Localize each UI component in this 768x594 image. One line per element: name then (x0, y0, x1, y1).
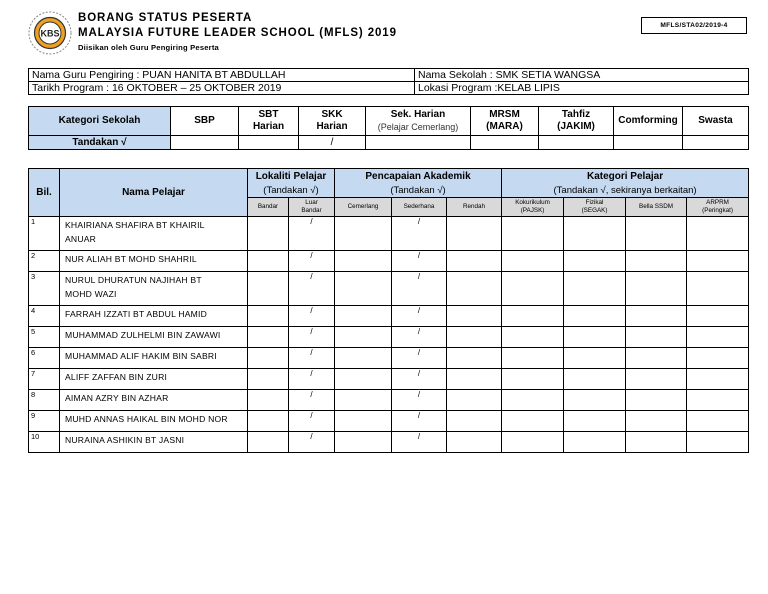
cell-rendah (447, 347, 502, 368)
lokaliti-header: Lokaliti Pelajar (248, 169, 335, 184)
cell-sederhana: / (392, 431, 447, 452)
cell-bandar (248, 216, 289, 250)
teacher-name-field: Nama Guru Pengiring : PUAN HANITA BT ABDULLAH (29, 69, 415, 82)
cell-rendah (447, 305, 502, 326)
cell-sederhana: / (392, 347, 447, 368)
cell-bandar (248, 368, 289, 389)
cell-fizikal (564, 305, 626, 326)
school-name-field: Nama Sekolah : SMK SETIA WANGSA (415, 69, 749, 82)
cell-bella (626, 410, 687, 431)
row-number: 6 (29, 347, 60, 368)
cat-mrsm: MRSM (MARA) (471, 107, 539, 136)
tick-sek-harian (366, 136, 471, 150)
cell-cemerlang (335, 368, 392, 389)
program-info-table (28, 68, 749, 95)
tick-sbt (239, 136, 299, 150)
cell-koko (502, 410, 564, 431)
cell-bella (626, 347, 687, 368)
student-name: KHAIRIANA SHAFIRA BT KHAIRIL ANUAR (60, 216, 248, 250)
cell-bella (626, 305, 687, 326)
cell-luar: / (289, 250, 335, 271)
cell-bella (626, 389, 687, 410)
cat-sbp: SBP (171, 107, 239, 136)
form-subtitle: Diisikan oleh Guru Pengiring Peserta (78, 43, 219, 52)
cell-arprm (687, 410, 749, 431)
tick-mrsm (471, 136, 539, 150)
program-title: MALAYSIA FUTURE LEADER SCHOOL (MFLS) 2019 (78, 27, 397, 39)
cell-sederhana: / (392, 305, 447, 326)
cell-bandar (248, 389, 289, 410)
cell-bandar (248, 431, 289, 452)
cell-bella (626, 368, 687, 389)
table-row (29, 389, 749, 410)
col-nama-header: Nama Pelajar (60, 169, 248, 217)
cell-fizikal (564, 368, 626, 389)
cell-koko (502, 368, 564, 389)
cat-sbt: SBT Harian (239, 107, 299, 136)
cell-luar: / (289, 326, 335, 347)
student-name: FARRAH IZZATI BT ABDUL HAMID (60, 305, 248, 326)
row-number: 10 (29, 431, 60, 452)
cell-rendah (447, 250, 502, 271)
cell-luar: / (289, 431, 335, 452)
cell-fizikal (564, 347, 626, 368)
student-name: NUR ALIAH BT MOHD SHAHRIL (60, 250, 248, 271)
cell-bella (626, 431, 687, 452)
table-row (29, 368, 749, 389)
cell-bella (626, 250, 687, 271)
student-name: MUHD ANNAS HAIKAL BIN MOHD NOR (60, 410, 248, 431)
program-location-field: Lokasi Program :KELAB LIPIS (415, 82, 749, 95)
tick-tahfiz (539, 136, 614, 150)
cell-sederhana: / (392, 410, 447, 431)
tick-skk: / (299, 136, 366, 150)
cat-tahfiz: Tahfiz (JAKIM) (539, 107, 614, 136)
student-name: AIMAN AZRY BIN AZHAR (60, 389, 248, 410)
cat-conforming: Comforming (614, 107, 683, 136)
cell-rendah (447, 216, 502, 250)
cell-koko (502, 305, 564, 326)
cell-fizikal (564, 326, 626, 347)
student-name: MUHAMMAD ZULHELMI BIN ZAWAWI (60, 326, 248, 347)
student-name: MUHAMMAD ALIF HAKIM BIN SABRI (60, 347, 248, 368)
cell-bandar (248, 410, 289, 431)
cell-fizikal (564, 410, 626, 431)
cell-arprm (687, 216, 749, 250)
student-name: NURUL DHURATUN NAJIHAH BT MOHD WAZI (60, 271, 248, 305)
col-bandar: Bandar (248, 197, 289, 216)
cell-cemerlang (335, 216, 392, 250)
cell-arprm (687, 431, 749, 452)
cell-sederhana: / (392, 368, 447, 389)
kbs-logo (28, 11, 72, 55)
cell-bandar (248, 271, 289, 305)
school-category-label: Kategori Sekolah (29, 107, 171, 136)
cell-sederhana: / (392, 250, 447, 271)
cell-koko (502, 326, 564, 347)
tick-sbp (171, 136, 239, 150)
cell-arprm (687, 368, 749, 389)
row-number: 2 (29, 250, 60, 271)
col-arprm: ARPRM (Peringkat) (687, 197, 749, 216)
tick-conforming (614, 136, 683, 150)
tick-row-label: Tandakan √ (29, 136, 171, 150)
cell-arprm (687, 250, 749, 271)
pencapaian-subheader: (Tandakan √) (335, 184, 502, 198)
col-fizikal: Fizikal (SEGAK) (564, 197, 626, 216)
kategori-subheader: (Tandakan √, sekiranya berkaitan) (502, 184, 749, 198)
cell-arprm (687, 347, 749, 368)
cell-fizikal (564, 216, 626, 250)
cell-luar: / (289, 216, 335, 250)
tick-swasta (683, 136, 749, 150)
col-rendah: Rendah (447, 197, 502, 216)
cell-arprm (687, 389, 749, 410)
cell-luar: / (289, 271, 335, 305)
cell-sederhana: / (392, 326, 447, 347)
cell-arprm (687, 326, 749, 347)
cell-sederhana: / (392, 216, 447, 250)
cell-cemerlang (335, 347, 392, 368)
cell-koko (502, 347, 564, 368)
school-category-table (28, 106, 749, 150)
cell-luar: / (289, 347, 335, 368)
cell-fizikal (564, 389, 626, 410)
cell-cemerlang (335, 431, 392, 452)
cell-koko (502, 271, 564, 305)
form-title: BORANG STATUS PESERTA (78, 12, 253, 24)
cell-cemerlang (335, 250, 392, 271)
svg-text:KBS: KBS (40, 28, 60, 39)
cell-luar: / (289, 305, 335, 326)
cell-cemerlang (335, 389, 392, 410)
cell-koko (502, 250, 564, 271)
col-kokurikulum: Kokurikulum (PAJSK) (502, 197, 564, 216)
cell-bella (626, 326, 687, 347)
cat-sek-harian: Sek. Harian (Pelajar Cemerlang) (366, 107, 471, 136)
cell-bella (626, 216, 687, 250)
row-number: 1 (29, 216, 60, 250)
col-luar-bandar: Luar Bandar (289, 197, 335, 216)
cell-fizikal (564, 271, 626, 305)
pencapaian-header: Pencapaian Akademik (335, 169, 502, 184)
cell-luar: / (289, 368, 335, 389)
cell-bandar (248, 326, 289, 347)
cell-rendah (447, 389, 502, 410)
table-row (29, 347, 749, 368)
table-row (29, 216, 749, 250)
cell-luar: / (289, 389, 335, 410)
col-sederhana: Sederhana (392, 197, 447, 216)
cell-sederhana: / (392, 389, 447, 410)
student-name: NURAINA ASHIKIN BT JASNI (60, 431, 248, 452)
lokaliti-subheader: (Tandakan √) (248, 184, 335, 198)
table-row (29, 250, 749, 271)
table-row (29, 410, 749, 431)
row-number: 8 (29, 389, 60, 410)
cell-fizikal (564, 250, 626, 271)
cat-swasta: Swasta (683, 107, 749, 136)
cell-rendah (447, 410, 502, 431)
student-table (28, 168, 749, 453)
kategori-pelajar-header: Kategori Pelajar (502, 169, 749, 184)
cell-rendah (447, 368, 502, 389)
col-bil-header: Bil. (29, 169, 60, 217)
cell-bella (626, 271, 687, 305)
cell-cemerlang (335, 410, 392, 431)
row-number: 7 (29, 368, 60, 389)
cell-cemerlang (335, 271, 392, 305)
student-name: ALIFF ZAFFAN BIN ZURI (60, 368, 248, 389)
cell-koko (502, 389, 564, 410)
cat-skk: SKK Harian (299, 107, 366, 136)
document-reference: MFLS/STA02/2019-4 (641, 17, 747, 34)
row-number: 9 (29, 410, 60, 431)
cell-rendah (447, 326, 502, 347)
cell-arprm (687, 271, 749, 305)
cell-bandar (248, 347, 289, 368)
cell-bandar (248, 305, 289, 326)
col-cemerlang: Cemerlang (335, 197, 392, 216)
cell-rendah (447, 271, 502, 305)
col-bella-ssdm: Bella SSDM (626, 197, 687, 216)
cell-rendah (447, 431, 502, 452)
table-row (29, 431, 749, 452)
table-row (29, 305, 749, 326)
cell-koko (502, 431, 564, 452)
cell-bandar (248, 250, 289, 271)
cell-fizikal (564, 431, 626, 452)
cell-arprm (687, 305, 749, 326)
row-number: 5 (29, 326, 60, 347)
cell-koko (502, 216, 564, 250)
table-row (29, 326, 749, 347)
table-row (29, 271, 749, 305)
cell-sederhana: / (392, 271, 447, 305)
cell-luar: / (289, 410, 335, 431)
row-number: 4 (29, 305, 60, 326)
cell-cemerlang (335, 326, 392, 347)
cell-cemerlang (335, 305, 392, 326)
row-number: 3 (29, 271, 60, 305)
program-date-field: Tarikh Program : 16 OKTOBER – 25 OKTOBER 2019 (29, 82, 415, 95)
